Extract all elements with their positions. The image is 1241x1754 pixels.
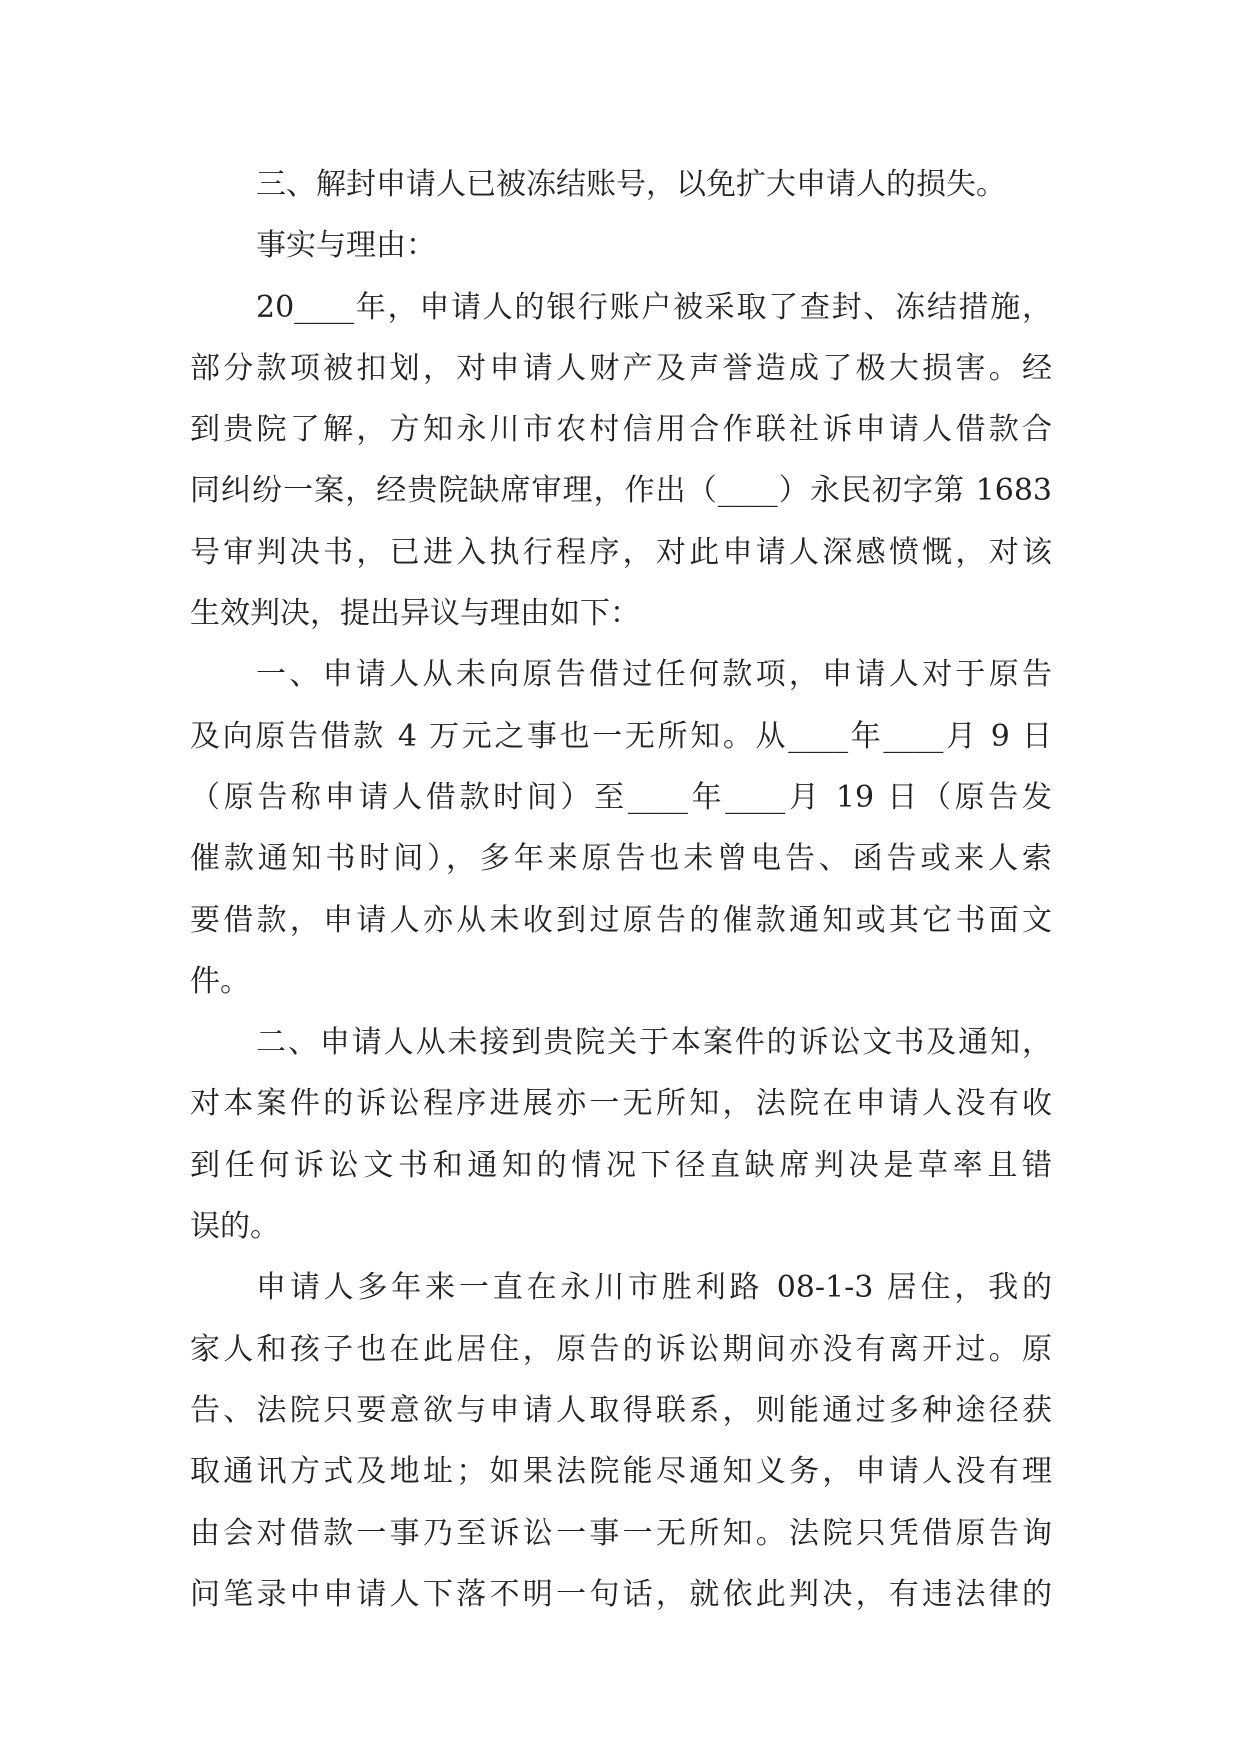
text-line: 误的。 — [190, 1209, 280, 1245]
text-line: （原告称申请人借款时间）至____年____月 19 日（原告发 — [190, 779, 1052, 815]
text-line: 家人和孩子也在此居住，原告的诉讼期间亦没有离开过。原 — [190, 1331, 1052, 1367]
text-line: 对本案件的诉讼程序进展亦一无所知，法院在申请人没有收 — [190, 1086, 1052, 1122]
text-line: 事实与理由： — [256, 228, 436, 264]
paragraph-residence — [190, 1257, 1052, 1625]
text-line: 到贵院了解，方知永川市农村信用合作联社诉申请人借款合 — [190, 412, 1052, 448]
paragraph-objection-two — [190, 1012, 1052, 1257]
text-line: 件。 — [190, 963, 250, 999]
text-line: 取通讯方式及地址；如果法院能尽通知义务，申请人没有理 — [190, 1454, 1052, 1490]
text-line: 部分款项被扣划，对申请人财产及声誉造成了极大损害。经 — [190, 350, 1052, 386]
text-line: 告、法院只要意欲与申请人取得联系，则能通过多种途径获 — [190, 1392, 1052, 1428]
paragraph-unfreeze-request — [190, 154, 1052, 215]
paragraph-facts-heading — [190, 215, 1052, 276]
text-line: 由会对借款一事乃至诉讼一事一无所知。法院只凭借原告询 — [190, 1515, 1052, 1551]
text-line: 同纠纷一案，经贵院缺席审理，作出（____）永民初字第 1683 — [190, 473, 1052, 509]
text-line: 要借款，申请人亦从未收到过原告的催款通知或其它书面文 — [190, 902, 1052, 938]
paragraph-objection-one — [190, 644, 1052, 1012]
text-line: 到任何诉讼文书和通知的情况下径直缺席判决是草率且错 — [190, 1147, 1052, 1183]
text-line: 三、解封申请人已被冻结账号，以免扩大申请人的损失。 — [256, 167, 1006, 202]
text-line: 及向原告借款 4 万元之事也一无所知。从____年____月 9 日 — [190, 718, 1052, 754]
text-line: 号审判决书，已进入执行程序，对此申请人深感愤慨，对该 — [190, 534, 1052, 570]
paragraph-background — [190, 277, 1052, 645]
document-body — [190, 154, 1052, 1625]
text-line: 催款通知书时间），多年来原告也未曾电告、函告或来人索 — [190, 841, 1052, 877]
text-line: 二、申请人从未接到贵院关于本案件的诉讼文书及通知， — [256, 1025, 1052, 1061]
text-line: 20____年，申请人的银行账户被采取了查封、冻结措施， — [256, 289, 1052, 325]
text-line: 问笔录中申请人下落不明一句话，就依此判决，有违法律的 — [190, 1576, 1052, 1612]
text-line: 生效判决，提出异议与理由如下： — [190, 596, 640, 632]
text-line: 一、申请人从未向原告借过任何款项，申请人对于原告 — [256, 657, 1052, 693]
text-line: 申请人多年来一直在永川市胜利路 08-1-3 居住，我的 — [256, 1270, 1052, 1306]
